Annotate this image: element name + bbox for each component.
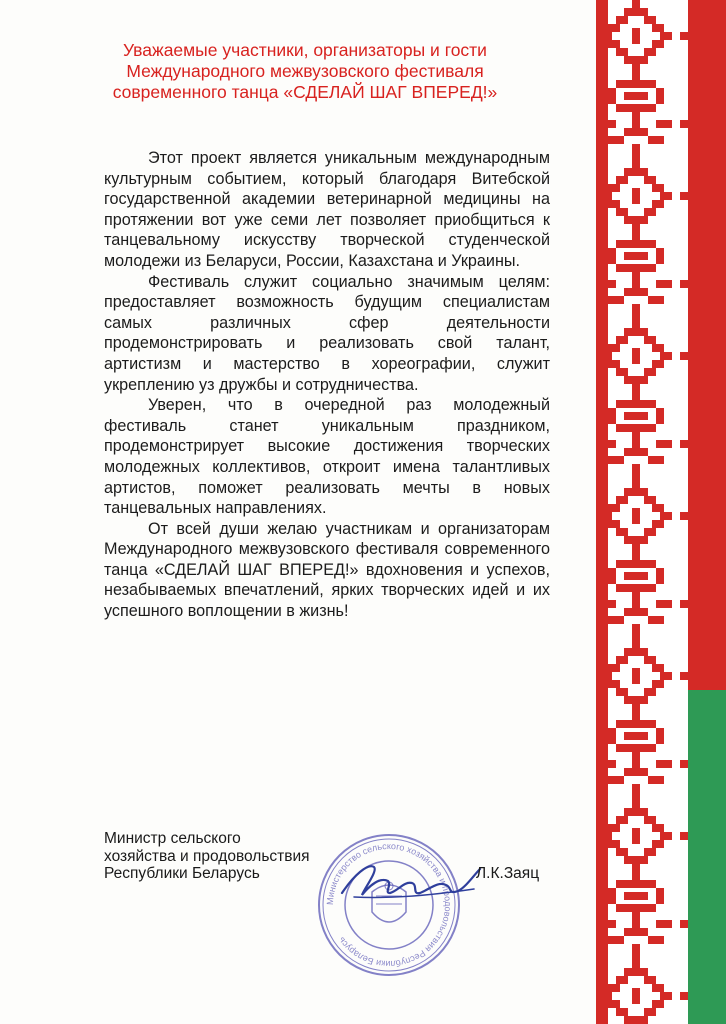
signatory-title [104,830,310,883]
paragraph-1: Этот проект является уникальным международным культурным событием, который благодаря Витебской государственной академии ветеринарной медицины на протяжении вот уже семи лет позволяет приобщиться к танцевальному искусству творческой студенческой молодежи из Беларуси, России, Казахстана и Украины. [104,149,550,270]
title-line-3: Республики Беларусь [104,865,260,882]
heading-line-3: современного танца «СДЕЛАЙ ШАГ ВПЕРЕД!» [112,82,498,102]
heading-line-2: Международного межвузовского фестиваля [126,61,484,81]
paragraph-3: Уверен, что в очередной раз молодежный фестиваль станет уникальным праздником, продемонстрирует высокие достижения творческих молодежных коллективов, откроит имена талантливых артистов, поможет реализовать мечты в новых танцевальных направлениях. [104,396,550,518]
paragraph-2: Фестиваль служит социально значимым целям: предоставляет возможность будущим специалистам самых различных сфер деятельности продемонстрировать и реализовать свой талант, артистизм и мастерство в хореографии, служит укреплению уз дружбы и сотрудничества. [104,272,550,394]
signature-block [104,830,564,970]
stamp-icon [314,830,464,980]
letter-body [104,148,550,622]
paragraph-4: От всей души желаю участникам и организаторам Международного межвузовского фестиваля современного танца «СДЕЛАЙ ШАГ ВПЕРЕД!» вдохновения и успехов, незабываемых впечатлений, ярких творческих идей и их успешного воплощении в жизнь! [104,519,550,621]
ornament-band-icon [596,0,726,1024]
heading-line-1: Уважаемые участники, организаторы и гости [123,40,487,60]
title-line-1: Министр сельского [104,830,241,847]
stamp-text: Министерство сельского хозяйства и продовольствия Республики Беларусь [324,840,454,970]
signature-icon [334,855,484,905]
greeting-heading [50,40,560,103]
signatory-name: Л.К.Заяц [476,865,540,882]
title-line-2: хозяйства и продовольствия [104,847,310,865]
